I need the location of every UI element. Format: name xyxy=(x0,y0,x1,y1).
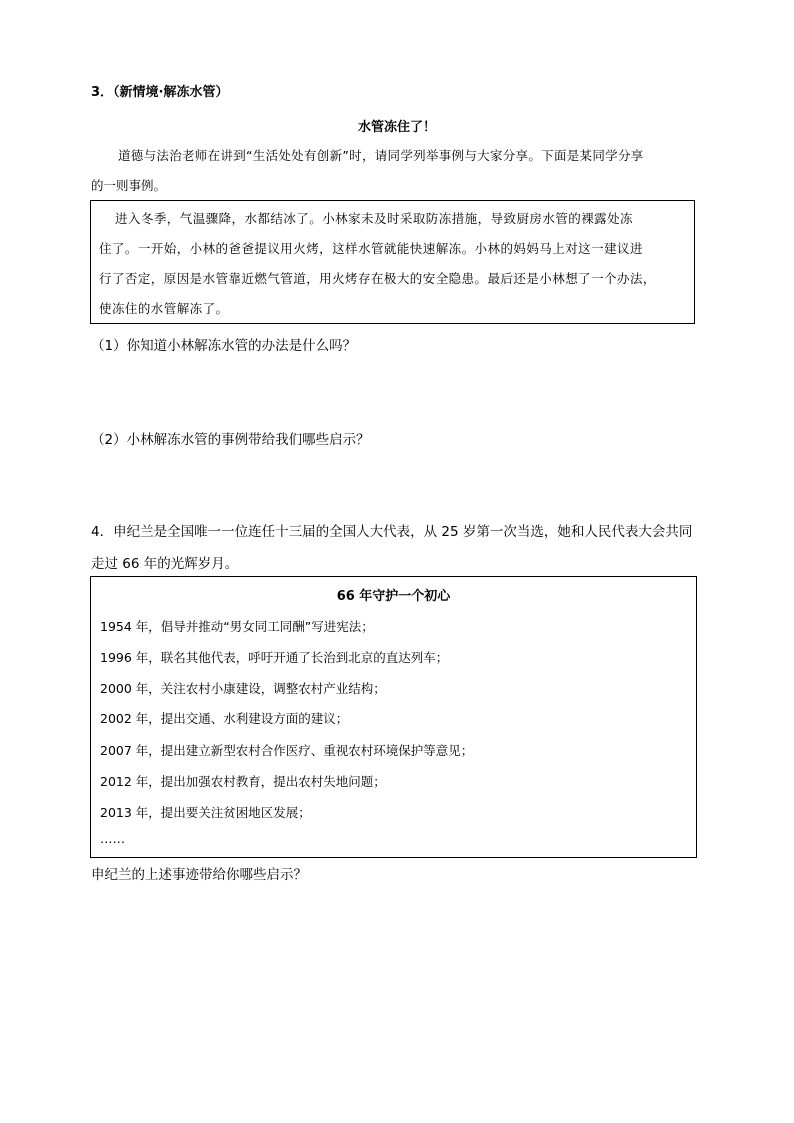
intro-line-1: 道德与法治老师在讲到“生活处处有创新”时，请同学列举事例与大家分享。下面是某同学分享 xyxy=(118,148,644,163)
timeline-item: 2007 年，提出建立新型农村合作医疗、重视农村环境保护等意见； xyxy=(100,743,474,758)
story-box xyxy=(90,200,695,324)
sub-question-2: （2）小林解冻水管的事例带给我们哪些启示？ xyxy=(91,432,370,448)
question-4-line-1: 4．申纪兰是全国唯一一位连任十三届的全国人大代表，从 25 岁第一次当选，她和人民代表大会共同 xyxy=(91,524,693,540)
story-title: 水管冻住了！ xyxy=(357,120,436,135)
timeline-item: 2013 年，提出要关注贫困地区发展； xyxy=(100,805,311,820)
question-3-heading: 3．（新情境·解冻水管） xyxy=(91,85,229,100)
timeline-box xyxy=(90,576,697,858)
story-line: 住了。一开始，小林的爸爸提议用火烤，这样水管就能快速解冻。小林的妈妈马上对这一建议进 xyxy=(99,241,643,256)
sub-question-1: （1）你知道小林解冻水管的办法是什么吗？ xyxy=(91,338,357,354)
timeline-item: 1954 年，倡导并推动“男女同工同酬”写进宪法； xyxy=(100,619,374,634)
timeline-item: 2000 年，关注农村小康建设，调整农村产业结构； xyxy=(100,681,386,696)
story-line: 进入冬季，气温骤降，水都结冰了。小林家未及时采取防冻措施，导致厨房水管的裸露处冻 xyxy=(115,211,634,226)
intro-line-2: 的一则事例。 xyxy=(91,178,167,193)
timeline-item: 1996 年，联名其他代表，呼吁开通了长治到北京的直达列车； xyxy=(100,650,449,665)
timeline-ellipsis: …… xyxy=(100,831,125,846)
story-line: 使冻住的水管解冻了。 xyxy=(99,301,229,316)
story-line: 行了否定，原因是水管靠近燃气管道，用火烤存在极大的安全隐患。最后还是小林想了一个办法， xyxy=(99,271,656,286)
question-4-line-2: 走过 66 年的光辉岁月。 xyxy=(91,556,239,572)
timeline-title: 66 年守护一个初心 xyxy=(336,589,451,604)
timeline-item: 2012 年，提出加强农村教育，提出农村失地问题； xyxy=(100,774,386,789)
final-question: 申纪兰的上述事迹带给你哪些启示？ xyxy=(91,867,307,883)
timeline-item: 2002 年，提出交通、水利建设方面的建议； xyxy=(100,711,349,726)
